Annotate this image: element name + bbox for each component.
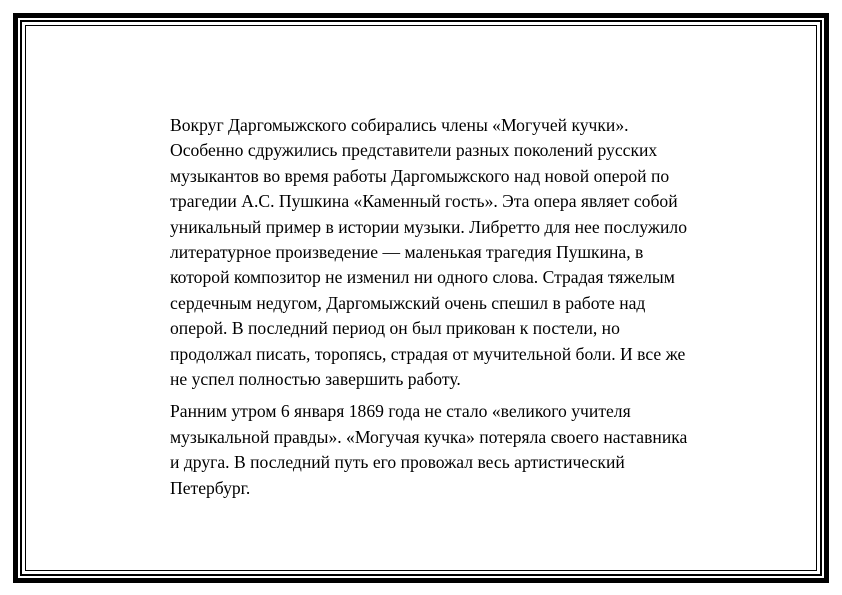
paragraph-2: Ранним утром 6 января 1869 года не стало «великого учителя музыкальной правды». «Могучая кучка» потеряла своего наставника и друга. В последний путь его провожал весь артистический Петербург. — [170, 401, 688, 498]
body-text — [170, 113, 710, 501]
paragraph-1: Вокруг Даргомыжского собирались члены «Могучей кучки». Особенно сдружились представители разных поколений русских музыкантов во время работы Даргомыжского над новой оперой по трагедии А.С. Пушкина «Каменный гость». Эта опера являет собой уникальный пример в истории музыки. Либретто для нее послужило литературное произведение — маленькая трагедия Пушкина, в которой композитор не изменил ни одного слова. Страдая тяжелым сердечным недугом, Даргомыжский очень спешил в работе над оперой. В последний период он был прикован к постели, но продолжал писать, торопясь, страдая от мучительной боли. И все же не успел полностью завершить работу. — [170, 115, 688, 390]
